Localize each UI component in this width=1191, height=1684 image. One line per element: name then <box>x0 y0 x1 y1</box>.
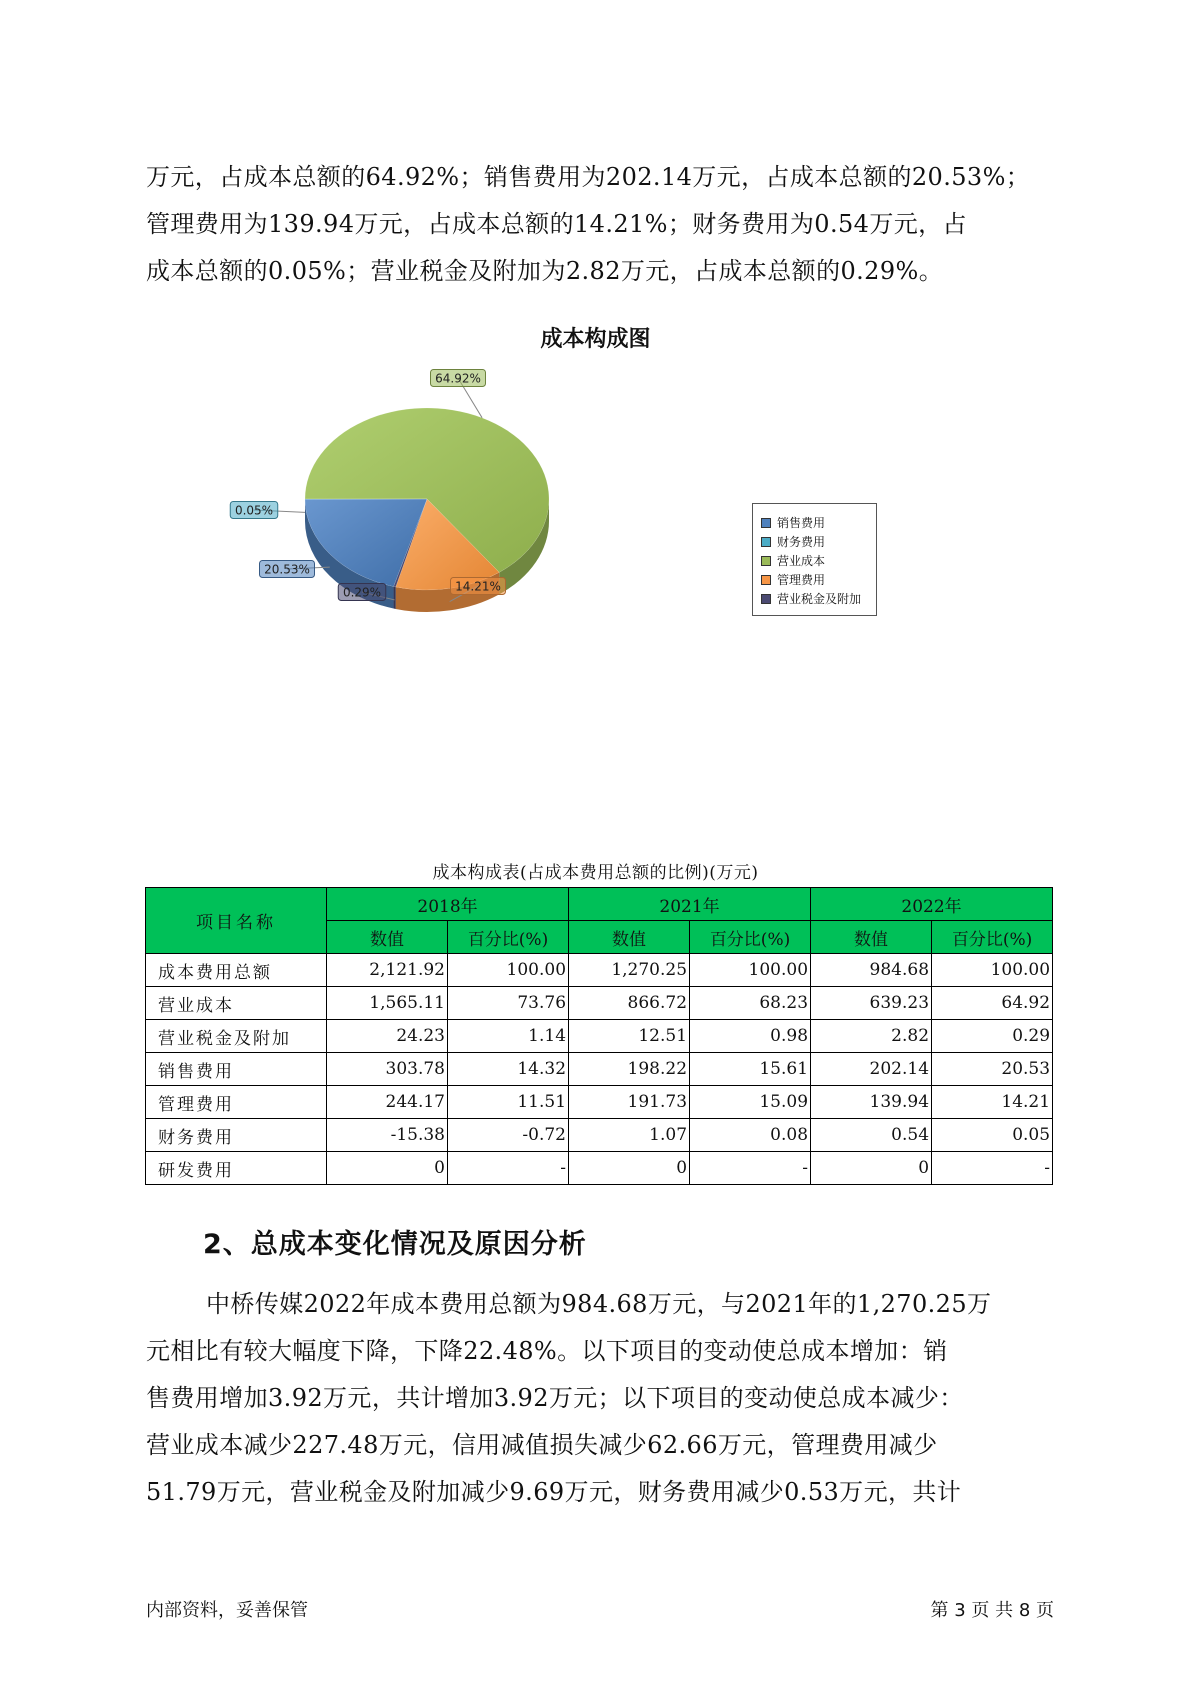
percent-cell: - <box>690 1152 811 1185</box>
header-value: 数值 <box>327 921 448 954</box>
row-name: 销售费用 <box>146 1053 327 1086</box>
value-cell: 0.54 <box>811 1119 932 1152</box>
legend-item <box>761 570 876 589</box>
header-percent: 百分比(%) <box>932 921 1053 954</box>
value-cell: 12.51 <box>569 1020 690 1053</box>
percent-cell: 100.00 <box>690 954 811 987</box>
pie-data-label: 14.21% <box>455 579 501 594</box>
footer-confidential: 内部资料，妥善保管 <box>146 1600 308 1621</box>
percent-cell: 64.92 <box>932 987 1053 1020</box>
pie-data-label: 0.05% <box>234 503 274 518</box>
percent-cell: 0.98 <box>690 1020 811 1053</box>
percent-cell: 1.14 <box>448 1020 569 1053</box>
analysis-line: 51.79万元，营业税金及附加减少9.69万元，财务费用减少0.53万元，共计 <box>146 1478 962 1506</box>
legend-swatch <box>761 537 771 547</box>
percent-cell: 15.61 <box>690 1053 811 1086</box>
percent-cell: 0.29 <box>932 1020 1053 1053</box>
percent-cell: -0.72 <box>448 1119 569 1152</box>
chart-legend <box>752 503 877 616</box>
value-cell: 984.68 <box>811 954 932 987</box>
header-year: 2022年 <box>811 888 1053 921</box>
percent-cell: 68.23 <box>690 987 811 1020</box>
intro-line: 万元，占成本总额的64.92%；销售费用为202.14万元，占成本总额的20.53%； <box>146 163 1031 191</box>
pie-data-label: 20.53% <box>264 562 310 577</box>
row-name: 营业成本 <box>146 987 327 1020</box>
header-year: 2021年 <box>569 888 811 921</box>
table-row <box>146 954 1053 987</box>
header-percent: 百分比(%) <box>690 921 811 954</box>
value-cell: 1,270.25 <box>569 954 690 987</box>
value-cell: 244.17 <box>327 1086 448 1119</box>
row-name: 管理费用 <box>146 1086 327 1119</box>
percent-cell: 14.21 <box>932 1086 1053 1119</box>
table-row <box>146 1020 1053 1053</box>
pie-slice-side <box>394 587 396 609</box>
value-cell: 2,121.92 <box>327 954 448 987</box>
analysis-line: 元相比有较大幅度下降，下降22.48%。以下项目的变动使总成本增加：销 <box>146 1337 948 1365</box>
row-name: 研发费用 <box>146 1152 327 1185</box>
legend-label: 管理费用 <box>777 573 826 587</box>
value-cell: 0 <box>811 1152 932 1185</box>
value-cell: 1.07 <box>569 1119 690 1152</box>
percent-cell: 0.08 <box>690 1119 811 1152</box>
value-cell: 0 <box>327 1152 448 1185</box>
row-name: 成本费用总额 <box>146 954 327 987</box>
row-name: 营业税金及附加 <box>146 1020 327 1053</box>
table-row <box>146 1152 1053 1185</box>
analysis-line: 中桥传媒2022年成本费用总额为984.68万元，与2021年的1,270.25万 <box>206 1290 992 1318</box>
value-cell: 139.94 <box>811 1086 932 1119</box>
percent-cell: 73.76 <box>448 987 569 1020</box>
value-cell: 0 <box>569 1152 690 1185</box>
percent-cell: 0.05 <box>932 1119 1053 1152</box>
percent-cell: 14.32 <box>448 1053 569 1086</box>
table-row <box>146 987 1053 1020</box>
header-value: 数值 <box>811 921 932 954</box>
pie-data-label: 64.92% <box>435 371 481 386</box>
legend-item <box>761 513 876 532</box>
percent-cell: 100.00 <box>932 954 1053 987</box>
legend-label: 营业成本 <box>777 554 826 568</box>
percent-cell: 15.09 <box>690 1086 811 1119</box>
legend-label: 营业税金及附加 <box>777 592 862 606</box>
legend-swatch <box>761 556 771 566</box>
header-value: 数值 <box>569 921 690 954</box>
chart-title: 成本构成图 <box>540 327 651 352</box>
header-percent: 百分比(%) <box>448 921 569 954</box>
legend-swatch <box>761 594 771 604</box>
legend-item <box>761 532 876 551</box>
table-title: 成本构成表(占成本费用总额的比例)(万元) <box>432 863 759 883</box>
legend-item <box>761 551 876 570</box>
value-cell: 191.73 <box>569 1086 690 1119</box>
legend-swatch <box>761 575 771 585</box>
header-item-name: 项目名称 <box>146 888 327 954</box>
intro-line: 成本总额的0.05%；营业税金及附加为2.82万元，占成本总额的0.29%。 <box>146 257 944 285</box>
percent-cell: 100.00 <box>448 954 569 987</box>
percent-cell: 20.53 <box>932 1053 1053 1086</box>
percent-cell: - <box>448 1152 569 1185</box>
footer-page-number: 第 3 页 共 8 页 <box>930 1600 1054 1621</box>
value-cell: 1,565.11 <box>327 987 448 1020</box>
percent-cell: 11.51 <box>448 1086 569 1119</box>
intro-line: 管理费用为139.94万元，占成本总额的14.21%；财务费用为0.54万元，占 <box>146 210 967 238</box>
legend-item <box>761 589 876 608</box>
header-year: 2018年 <box>327 888 569 921</box>
analysis-paragraph <box>146 1281 1049 1516</box>
value-cell: 202.14 <box>811 1053 932 1086</box>
table-row <box>146 1086 1053 1119</box>
value-cell: 639.23 <box>811 987 932 1020</box>
cost-table <box>145 887 1053 1185</box>
legend-label: 财务费用 <box>777 535 826 549</box>
row-name: 财务费用 <box>146 1119 327 1152</box>
analysis-line: 营业成本减少227.48万元，信用减值损失减少62.66万元，管理费用减少 <box>146 1431 938 1459</box>
value-cell: -15.38 <box>327 1119 448 1152</box>
pie-data-label: 0.29% <box>342 585 382 600</box>
value-cell: 303.78 <box>327 1053 448 1086</box>
analysis-line: 售费用增加3.92万元，共计增加3.92万元；以下项目的变动使总成本减少： <box>146 1384 964 1412</box>
section-heading: 2、总成本变化情况及原因分析 <box>203 1229 587 1260</box>
value-cell: 2.82 <box>811 1020 932 1053</box>
value-cell: 198.22 <box>569 1053 690 1086</box>
legend-label: 销售费用 <box>777 516 826 530</box>
table-row <box>146 1119 1053 1152</box>
percent-cell: - <box>932 1152 1053 1185</box>
value-cell: 866.72 <box>569 987 690 1020</box>
table-row <box>146 1053 1053 1086</box>
legend-swatch <box>761 518 771 528</box>
value-cell: 24.23 <box>327 1020 448 1053</box>
pie-chart <box>0 0 1191 700</box>
